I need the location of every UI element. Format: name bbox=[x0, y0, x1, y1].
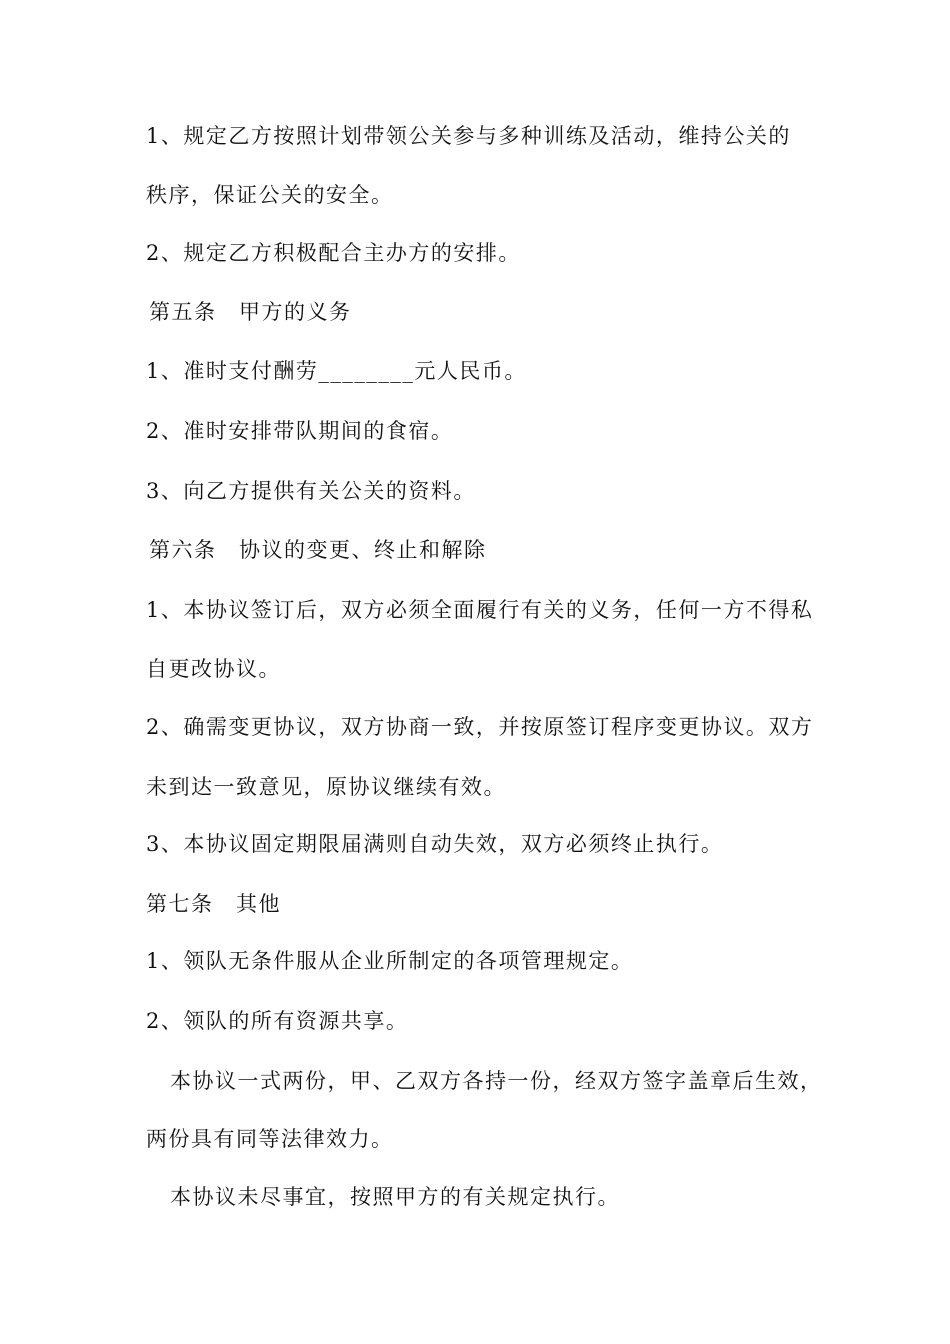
clause-4-item-1: 1、规定乙方按照计划带领公关参与多种训练及活动，维持公关的 bbox=[146, 124, 791, 148]
article-7-heading: 第七条 其他 bbox=[146, 892, 281, 916]
article-6-heading: 第六条 协议的变更、终止和解除 bbox=[149, 538, 487, 562]
article-7-item-2: 2、领队的所有资源共享。 bbox=[146, 1009, 409, 1033]
clause-4-item-2: 2、规定乙方积极配合主办方的安排。 bbox=[146, 241, 521, 265]
article-6-item-2-cont: 未到达一致意见，原协议继续有效。 bbox=[146, 775, 506, 799]
article-5-item-2: 2、准时安排带队期间的食宿。 bbox=[146, 419, 454, 443]
article-6-item-2: 2、确需变更协议，双方协商一致，并按原签订程序变更协议。双方 bbox=[146, 715, 814, 739]
article-6-item-1: 1、本协议签订后，双方必须全面履行有关的义务，任何一方不得私 bbox=[146, 598, 814, 622]
article-6-item-3: 3、本协议固定期限届满则自动失效，双方必须终止执行。 bbox=[146, 832, 724, 856]
clause-4-item-1-cont: 秩序，保证公关的安全。 bbox=[146, 183, 394, 207]
article-6-item-1-cont: 自更改协议。 bbox=[146, 657, 281, 681]
article-5-item-3: 3、向乙方提供有关公关的资料。 bbox=[146, 479, 476, 503]
closing-paragraph-1: 本协议一式两份，甲、乙双方各持一份，经双方签字盖章后生效， bbox=[170, 1069, 823, 1093]
closing-paragraph-2: 本协议未尽事宜，按照甲方的有关规定执行。 bbox=[170, 1185, 620, 1209]
article-5-heading: 第五条 甲方的义务 bbox=[149, 300, 352, 324]
closing-paragraph-1-cont: 两份具有同等法律效力。 bbox=[146, 1127, 394, 1151]
article-7-item-1: 1、领队无条件服从企业所制定的各项管理规定。 bbox=[146, 949, 634, 973]
article-5-item-1: 1、准时支付酬劳________元人民币。 bbox=[146, 359, 527, 383]
